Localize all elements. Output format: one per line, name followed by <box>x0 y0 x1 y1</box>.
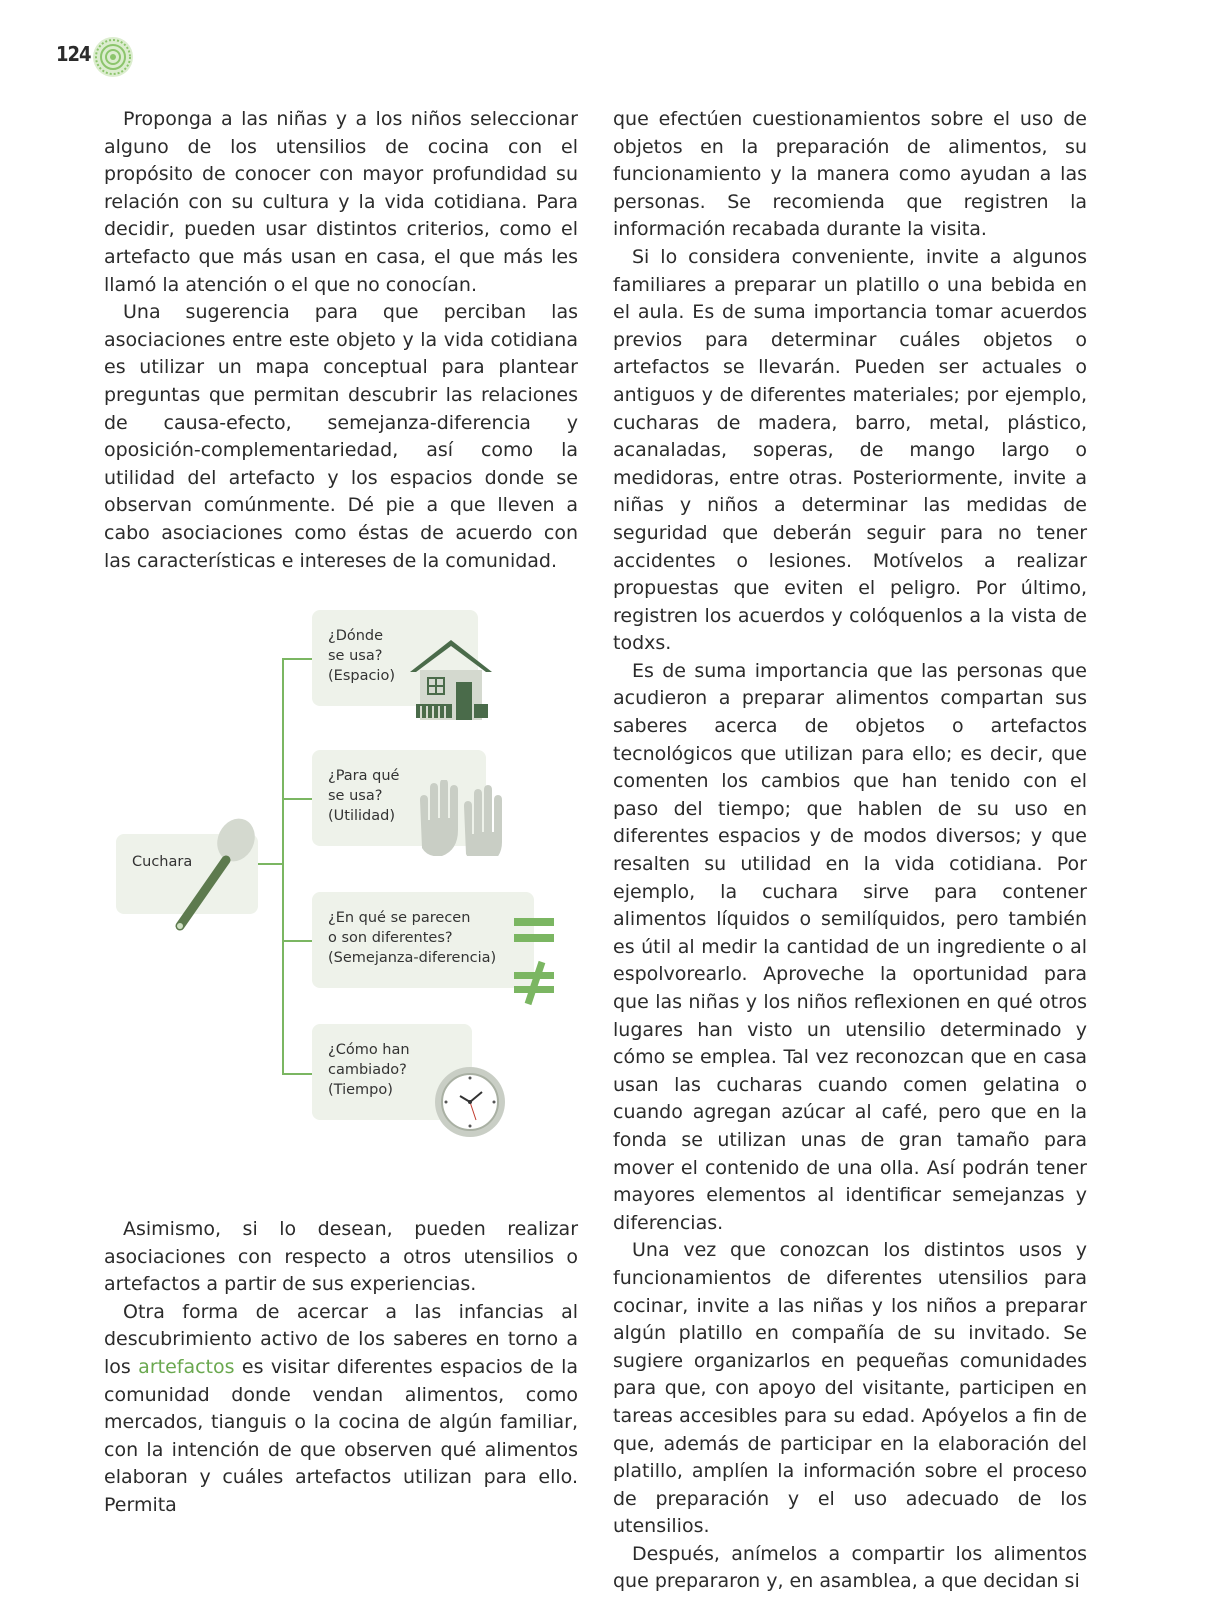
hands-icon <box>412 780 508 856</box>
equal-notequal-icon <box>510 914 562 1006</box>
house-icon <box>406 634 496 724</box>
right-column <box>613 106 1087 1596</box>
connector-line <box>282 1073 312 1075</box>
paragraph <box>104 1299 578 1520</box>
center-node-label: Cuchara <box>132 854 193 870</box>
paragraph: Proponga a las niñas y a los niños seleccionar alguno de los utensilios de cocina con el propósito de conocer con mayor profundidad su relación con su cultura y la vida cotidiana. Para decidir, pueden usar distintos criterios, como el artefacto que más usan en casa, el que más les llamó la atención o el que no conocían. <box>104 108 578 296</box>
paragraph-text: Otra forma de acercar a las infancias al descubrimiento activo de los saberes en torno a los <box>104 1300 578 1378</box>
connector-line <box>282 798 312 800</box>
paragraph: Una sugerencia para que perciban las asociaciones entre este objeto y la vida cotidiana es utilizar un mapa conceptual para plantear preguntas que permitan descubrir las relaciones de causa-efecto, semejanza-diferencia y oposición-complementariedad, así como la utilidad del artefacto y los espacios donde se observan comúnmente. Dé pie a que lleven a cabo asociaciones como éstas de acuerdo con las características e intereses de la comunidad. <box>104 301 578 572</box>
connector-line <box>282 658 312 660</box>
connector-line <box>256 863 284 865</box>
paragraph-text: es visitar diferentes espacios de la comunidad donde vendan alimentos, como mercados, tianguis o la cocina de algún familiar, con la intención de que observen qué alimentos elaboran y cuáles artefactos utilizan para ello. Permita <box>104 1355 578 1516</box>
paragraph: Es de suma importancia que las personas que acudieron a preparar alimentos compartan sus saberes acerca de objetos o artefactos tecnológicos que utilizan para ello; es decir, que comenten los cambios que han tenido con el paso del tiempo; que hablen de su uso en diferentes espacios y de modos diversos; y que resalten su utilidad en la vida cotidiana. Por ejemplo, la cuchara sirve para contener alimentos líquidos o semilíquidos, pero también es útil al medir la cantidad de un ingrediente o al espolvorearlo. Aproveche la oportunidad para que las niñas y los niños reflexionen en qué otros lugares han visto un utensilio determinado y cómo se emplea. Tal vez reconozcan que en casa usan las cucharas cuando comen gelatina o cuando agregan azúcar al café, pero que en la fonda se utilizan unas de gran tamaño para mover el contenido de una olla. Así podrán tener mayores elementos al identificar semejanzas y diferencias. <box>613 659 1087 1234</box>
paragraph: Asimismo, si lo desean, pueden realizar asociaciones con respecto a otros utensilios o artefactos a partir de sus experiencias. <box>104 1218 578 1296</box>
left-column-lower <box>104 1216 578 1520</box>
concept-map <box>112 618 572 1148</box>
paragraph: Una vez que conozcan los distintos usos y funcionamientos de diferentes utensilios para cocinar, invite a las niñas y los niños a preparar algún platillo en compañía de su invitado. Se sugiere organizarlos en pequeñas comunidades para que, con apoyo del visitante, participen en tareas accesibles para su edad. Apóyelos a fin de que, además de participar en la elaboración del platillo, amplíen la información sobre el proceso de preparación y el uso adecuado de los utensilios. <box>613 1239 1087 1538</box>
spoon-icon <box>168 814 260 934</box>
question-node-label: ¿En qué se parecen o son diferentes? (Semejanza-diferencia) <box>328 910 497 966</box>
clock-icon <box>432 1064 508 1140</box>
sun-emblem-icon <box>92 36 134 78</box>
paragraph: Después, anímelos a compartir los alimentos que prepararon y, en asamblea, a que decidan si <box>613 1542 1087 1593</box>
glossary-link[interactable]: artefactos <box>138 1355 235 1378</box>
page-number: 124 <box>56 42 91 66</box>
left-column <box>104 106 578 575</box>
connector-line <box>282 658 284 1074</box>
paragraph: Si lo considera conveniente, invite a algunos familiares a preparar un platillo o una bebida en el aula. Es de suma importancia tomar acuerdos previos para determinar cuáles objetos o artefactos se llevarán. Pueden ser actuales o antiguos y de diferentes materiales; por ejemplo, cucharas de madera, barro, metal, plástico, acanaladas, soperas, de mango largo o medidoras, entre otras. Posteriormente, invite a niñas y niños a determinar las medidas de seguridad que deberán seguir para no tener accidentes o lesiones. Motívelos a realizar propuestas que eviten el peligro. Por último, registren los acuerdos y colóquenlos a la vista de todxs. <box>613 245 1087 655</box>
connector-line <box>282 940 312 942</box>
question-node-label: ¿Cómo han cambiado? (Tiempo) <box>328 1042 410 1098</box>
question-node-label: ¿Para qué se usa? (Utilidad) <box>328 768 400 824</box>
paragraph: que efectúen cuestionamientos sobre el uso de objetos en la preparación de alimentos, su funcionamiento y la manera como ayudan a las personas. Se recomienda que registren la información recabada durante la visita. <box>613 108 1087 241</box>
question-node-label: ¿Dónde se usa? (Espacio) <box>328 628 395 684</box>
